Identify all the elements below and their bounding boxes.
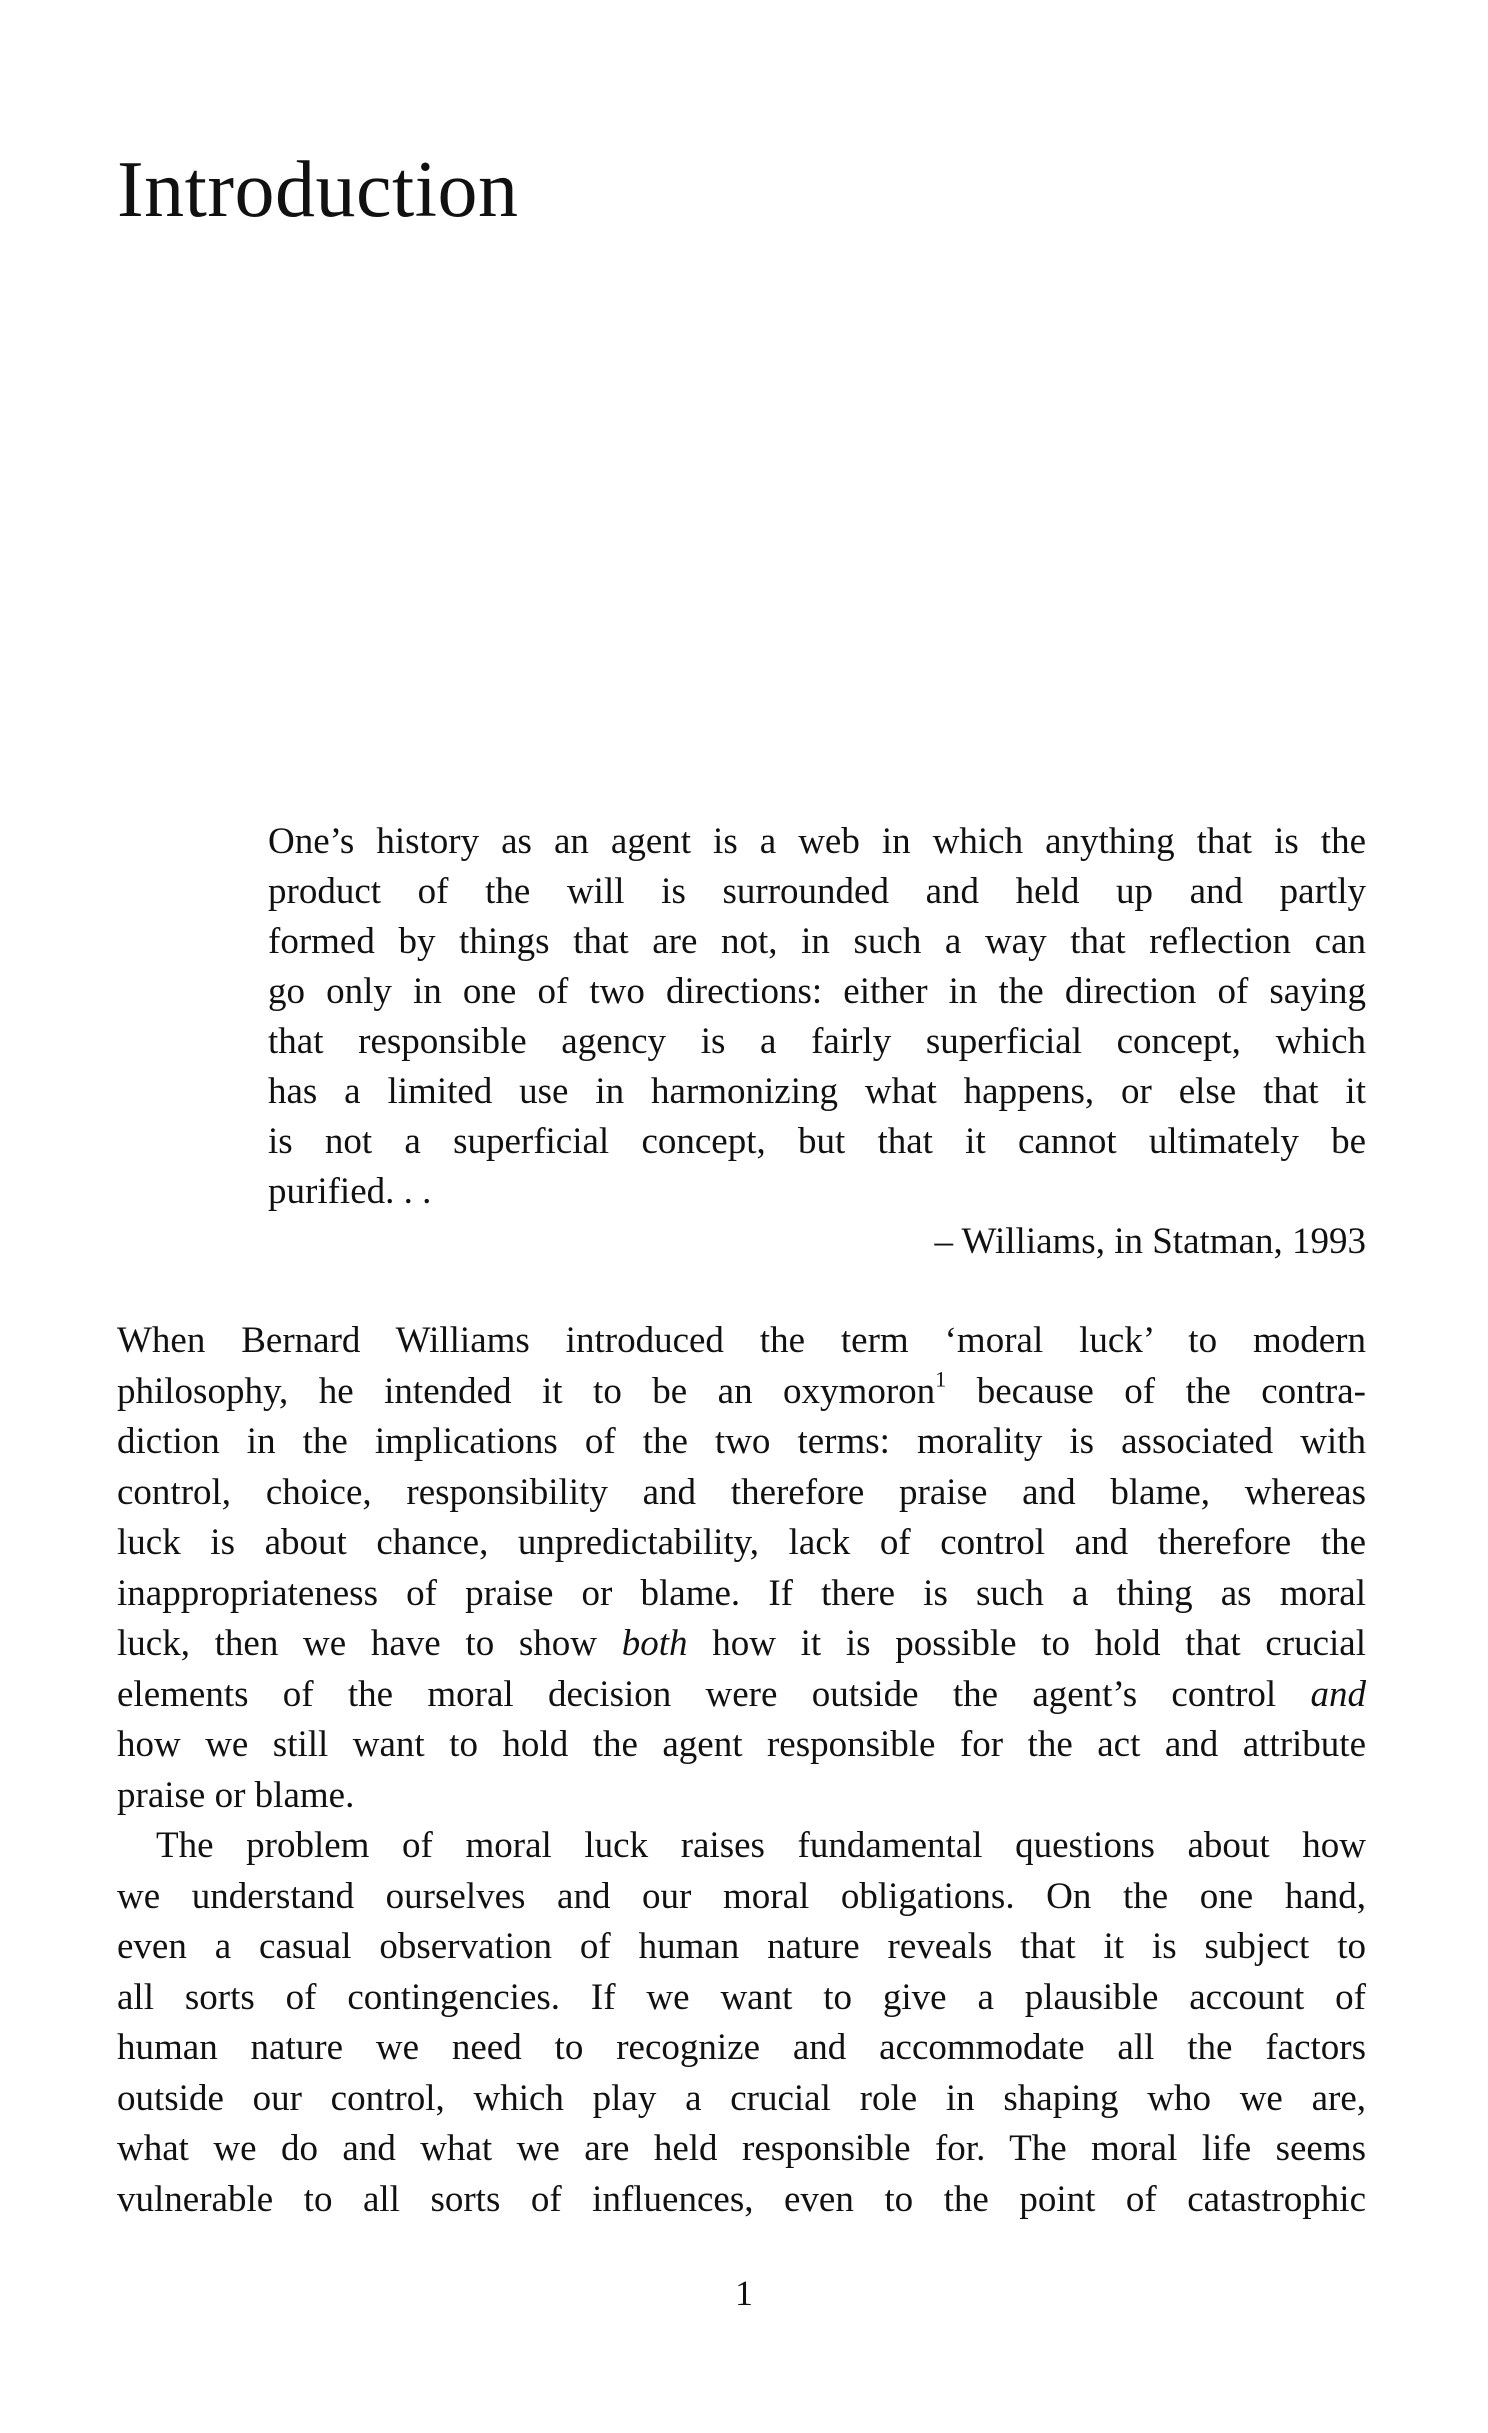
epigraph-line: that responsible agency is a fairly superficial concept, which	[268, 1021, 1366, 1062]
epigraph-line: One’s history as an agent is a web in which anything that is the	[268, 821, 1366, 862]
epigraph-line: is not a superficial concept, but that it cannot ultimately be	[268, 1121, 1366, 1162]
emphasis-and: and	[1310, 1673, 1366, 1715]
epigraph-line: has a limited use in harmonizing what happens, or else that it	[268, 1071, 1366, 1112]
epigraph-line: purified. . .	[268, 1171, 432, 1212]
text-run: because of the contra-	[946, 1370, 1366, 1412]
paragraph-2-line: The problem of moral luck raises fundamental questions about how	[156, 1825, 1366, 1866]
epigraph-line: go only in one of two directions: either in the direction of saying	[268, 971, 1366, 1012]
epigraph	[268, 817, 1366, 1267]
chapter-title: Introduction	[117, 146, 519, 234]
paragraph-1-line: diction in the implications of the two terms: morality is associated with	[117, 1421, 1366, 1462]
paragraph-1-line: inappropriateness of praise or blame. If there is such a thing as moral	[117, 1572, 1366, 1614]
text-run: elements of the moral decision were outside the agent’s control	[117, 1673, 1311, 1715]
epigraph-line: product of the will is surrounded and held up and partly	[268, 871, 1366, 912]
paragraph-1-line: how we still want to hold the agent responsible for the act and attribute	[117, 1724, 1366, 1765]
text-run: how it is possible to hold that crucial	[687, 1623, 1366, 1664]
paragraph-1-line: When Bernard Williams introduced the term ‘moral luck’ to modern	[117, 1320, 1366, 1361]
paragraph-2-line: we understand ourselves and our moral obligations. On the one hand,	[117, 1875, 1366, 1917]
paragraph-2-line: vulnerable to all sorts of influences, even to the point of catastrophic	[117, 2178, 1366, 2220]
paragraph-2-line: even a casual observation of human nature reveals that it is subject to	[117, 1926, 1366, 1967]
paragraph-1-line	[117, 1619, 1366, 1670]
paragraph-1-line: control, choice, responsibility and therefore praise and blame, whereas	[117, 1471, 1366, 1513]
epigraph-line: formed by things that are not, in such a way that reflection can	[268, 921, 1366, 962]
text-run: philosophy, he intended it to be an oxymoron	[117, 1370, 936, 1412]
emphasis-both: both	[621, 1623, 688, 1664]
paragraph-2-line: what we do and what we are held responsible for. The moral life seems	[117, 2128, 1366, 2169]
paragraph-1-line: luck is about chance, unpredictability, lack of control and therefore the	[117, 1522, 1366, 1563]
body-text	[117, 1316, 1366, 2225]
paragraph-1-line: praise or blame.	[117, 1774, 355, 1816]
paragraph-2-line: all sorts of contingencies. If we want to give a plausible account of	[117, 1976, 1366, 2018]
paragraph-1-line	[117, 1367, 1366, 1418]
page-number: 1	[735, 2273, 753, 2313]
paragraph-2-line: human nature we need to recognize and accommodate all the factors	[117, 2027, 1366, 2068]
epigraph-attribution: – Williams, in Statman, 1993	[934, 1221, 1366, 1262]
paragraph-1-line	[117, 1670, 1366, 1721]
text-run: luck, then we have to show	[117, 1623, 622, 1664]
paragraph-2-line: outside our control, which play a crucial role in shaping who we are,	[117, 2077, 1366, 2119]
footnote-marker[interactable]: 1	[935, 1365, 947, 1391]
